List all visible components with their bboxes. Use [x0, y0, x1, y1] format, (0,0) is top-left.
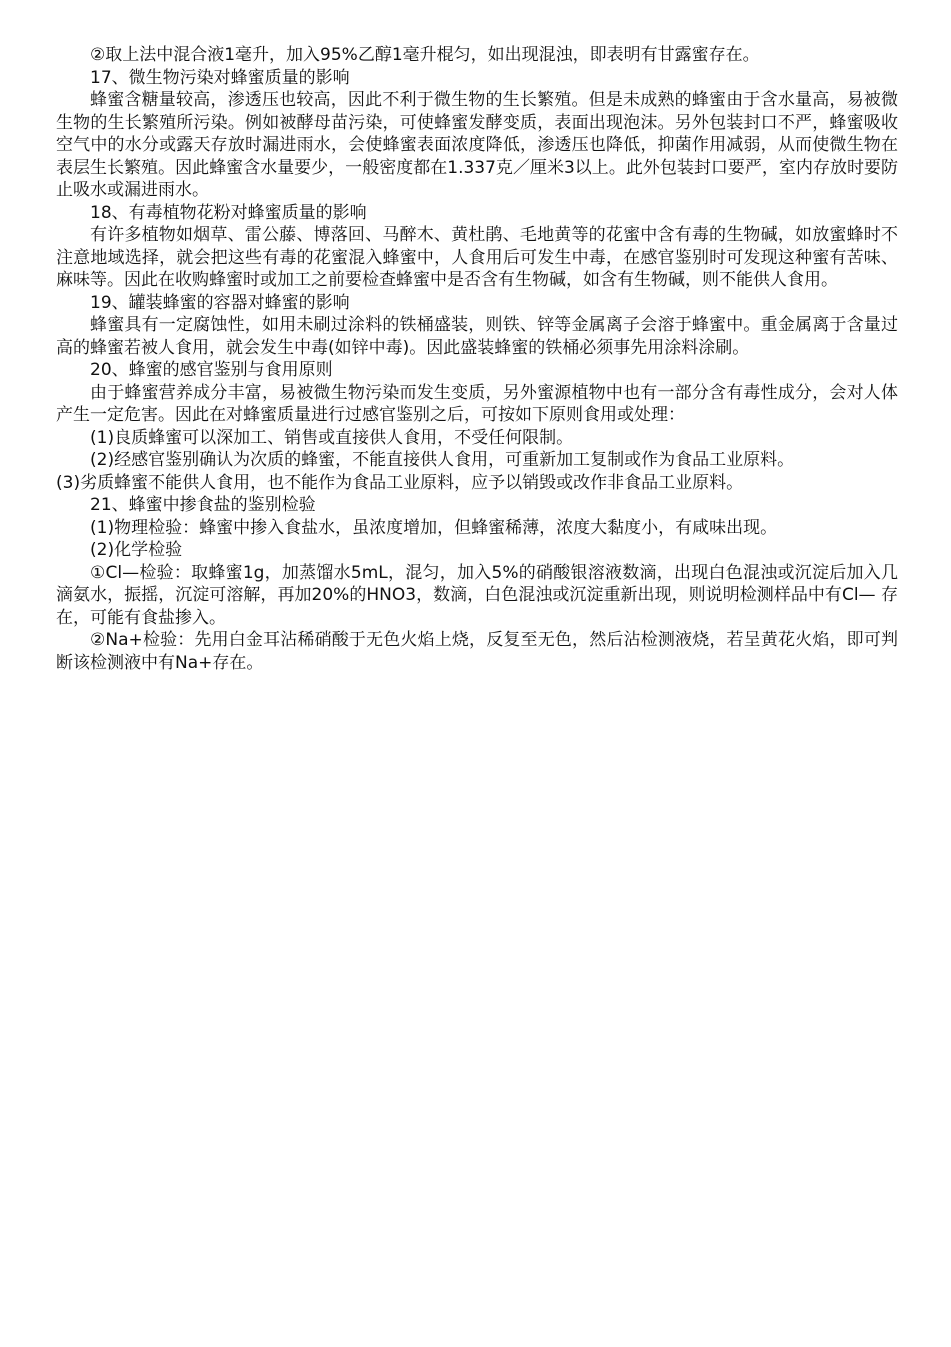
document-body — [56, 44, 898, 674]
paragraph-sensory-evaluation: 由于蜂蜜营养成分丰富，易被微生物污染而发生变质，另外蜜源植物中也有一部分含有毒性成分，会对人体产生一定危害。因此在对蜂蜜质量进行过感官鉴别之后，可按如下原则食用或处理： — [56, 382, 898, 425]
list-item-second-quality: (2)经感官鉴别确认为次质的蜂蜜，不能直接供人食用，可重新加工复制或作为食品工业原料。 — [90, 450, 795, 470]
list-item-chemical-test: (2)化学检验 — [90, 540, 183, 560]
paragraph-chloride-test: ①Cl—检验：取蜂蜜1g，加蒸馏水5mL，混匀，加入5%的硝酸银溶液数滴，出现白色混浊或沉淀后加入几滴氨水，振摇，沉淀可溶解，再加20%的HNO3，数滴，白色混浊或沉淀重新出现，则说明检测样品中有Cl— 存在，可能有食盐掺入。 — [56, 562, 898, 628]
heading-18-toxic-pollen: 18、有毒植物花粉对蜂蜜质量的影响 — [90, 202, 367, 223]
list-item-good-quality: (1)良质蜂蜜可以深加工、销售或直接供人食用，不受任何限制。 — [90, 427, 574, 448]
heading-21-salt-adulteration: 21、蜂蜜中掺食盐的鉴别检验 — [90, 495, 316, 515]
heading-20-sensory-evaluation: 20、蜂蜜的感官鉴别与食用原则 — [90, 360, 333, 380]
heading-17-microbial-contamination: 17、微生物污染对蜂蜜质量的影响 — [90, 67, 350, 88]
paragraph-toxic-pollen: 有许多植物如烟草、雷公藤、博落回、马醉木、黄杜鹃、毛地黄等的花蜜中含有毒的生物碱，如放蜜蜂时不注意地域选择，就会把这些有毒的花蜜混入蜂蜜中，人食用后可发生中毒，在感官鉴别时可发现这种蜜有苦味、麻味等。因此在收购蜂蜜时或加工之前要检查蜂蜜中是否含有生物碱，如含有生物碱，则不能供人食用。 — [56, 225, 898, 290]
paragraph-mannose-test: ②取上法中混合液1毫升，加入95%乙醇1毫升棍匀，如出现混浊，即表明有甘露蜜存在。 — [90, 45, 760, 65]
list-item-physical-test: (1)物理检验：蜂蜜中掺入食盐水，虽浓度增加，但蜂蜜稀薄，浓度大黏度小，有咸味出现。 — [90, 517, 778, 538]
paragraph-containers: 蜂蜜具有一定腐蚀性，如用未刷过涂料的铁桶盛装，则铁、锌等金属离子会溶于蜂蜜中。重金属离于含量过高的蜂蜜若被人食用，就会发生中毒(如锌中毒)。因此盛装蜂蜜的铁桶必须事先用涂料涂刷。 — [56, 315, 898, 358]
heading-19-containers: 19、罐装蜂蜜的容器对蜂蜜的影响 — [90, 292, 350, 313]
list-item-poor-quality: (3)劣质蜂蜜不能供人食用，也不能作为食品工业原料，应予以销毁或改作非食品工业原料。 — [56, 472, 744, 493]
paragraph-microbial-contamination: 蜂蜜含糖量较高，渗透压也较高，因此不利于微生物的生长繁殖。但是未成熟的蜂蜜由于含水量高，易被微生物的生长繁殖所污染。例如被酵母苗污染，可使蜂蜜发酵变质，表面出现泡沫。另外包装封口不严，蜂蜜吸收空气中的水分或露天存放时漏进雨水，会使蜂蜜表面浓度降低，渗透压也降低，抑菌作用减弱，从而使微生物在表层生长繁殖。因此蜂蜜含水量要少，一般密度都在1.337克／厘米3以上。此外包装封口要严，室内存放时要防止吸水或漏进雨水。 — [56, 90, 898, 200]
paragraph-sodium-test: ②Na+检验：先用白金耳沾稀硝酸于无色火焰上烧，反复至无色，然后沾检测液烧，若呈黄花火焰，即可判断该检测液中有Na+存在。 — [56, 630, 898, 673]
